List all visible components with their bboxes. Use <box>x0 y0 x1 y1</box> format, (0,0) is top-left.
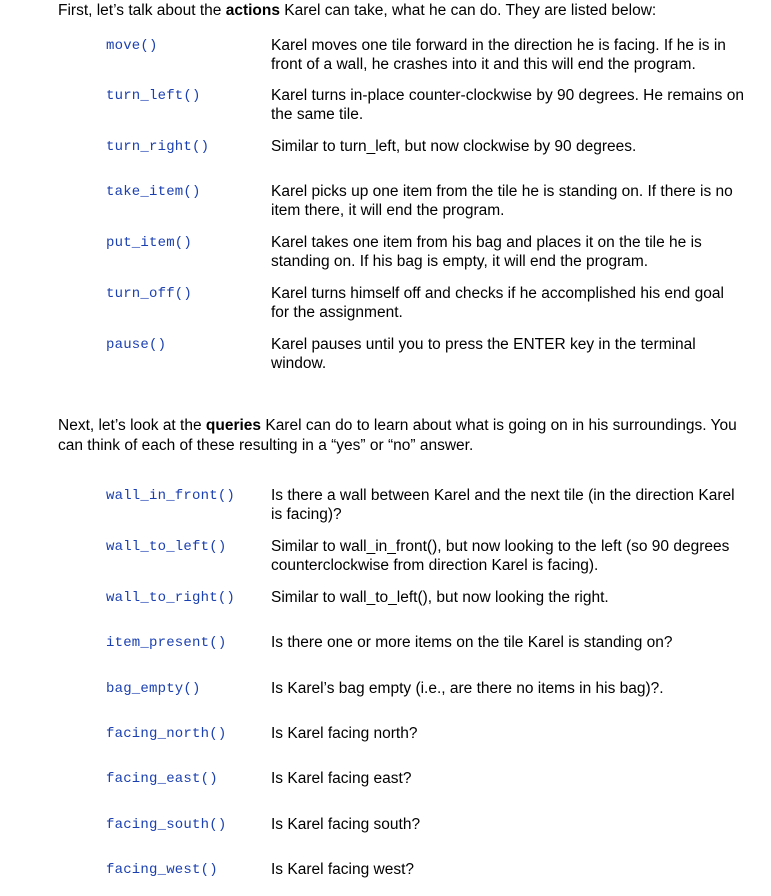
actions-intro-after: Karel can take, what he can do. They are listed below: <box>279 2 657 19</box>
query-desc-bag-empty: Is Karel’s bag empty (i.e., are there no items in his bag)?. <box>271 680 664 697</box>
action-code-turn-right: turn_right() <box>106 139 210 155</box>
actions-intro-bold: actions <box>225 2 280 19</box>
query-code-wall-to-left: wall_to_left() <box>106 539 227 555</box>
action-code-put-item: put_item() <box>106 235 193 251</box>
query-desc-wall-in-front: Is there a wall between Karel and the next tile (in the direction Karel is facing)? <box>271 487 735 523</box>
query-desc-item-present: Is there one or more items on the tile Karel is standing on? <box>271 634 673 651</box>
queries-intro-before: Next, let’s look at the <box>58 417 206 434</box>
actions-intro <box>58 1 748 21</box>
query-code-facing-east: facing_east() <box>106 771 218 787</box>
actions-intro-before: First, let’s talk about the <box>58 2 226 19</box>
query-code-wall-to-right: wall_to_right() <box>106 590 236 606</box>
query-desc-facing-west: Is Karel facing west? <box>271 861 415 878</box>
query-code-facing-west: facing_west() <box>106 862 218 878</box>
query-desc-facing-north: Is Karel facing north? <box>271 725 418 742</box>
action-code-move: move() <box>106 38 158 54</box>
query-desc-facing-south: Is Karel facing south? <box>271 816 421 833</box>
query-code-wall-in-front: wall_in_front() <box>106 488 236 504</box>
action-desc-put-item: Karel takes one item from his bag and places it on the tile he is standing on. If his bag is empty, it will end the program. <box>271 234 702 270</box>
action-code-pause: pause() <box>106 337 167 353</box>
queries-intro-bold: queries <box>205 417 262 434</box>
action-code-turn-off: turn_off() <box>106 286 193 302</box>
action-code-take-item: take_item() <box>106 184 201 200</box>
query-code-facing-south: facing_south() <box>106 817 227 833</box>
action-desc-turn-left: Karel turns in-place counter-clockwise by 90 degrees. He remains on the same tile. <box>271 87 744 123</box>
action-desc-turn-off: Karel turns himself off and checks if he accomplished his end goal for the assignment. <box>271 285 724 321</box>
action-desc-take-item: Karel picks up one item from the tile he is standing on. If there is no item there, it will end the program. <box>271 183 733 219</box>
query-desc-wall-to-left: Similar to wall_in_front(), but now looking to the left (so 90 degrees counterclockwise from direction Karel is facing). <box>271 538 730 574</box>
action-desc-turn-right: Similar to turn_left, but now clockwise by 90 degrees. <box>271 138 637 155</box>
query-code-bag-empty: bag_empty() <box>106 681 201 697</box>
action-desc-move: Karel moves one tile forward in the direction he is facing. If he is in front of a wall, he crashes into it and this will end the program. <box>271 37 726 73</box>
action-desc-pause: Karel pauses until you to press the ENTER key in the terminal window. <box>271 336 696 372</box>
query-code-facing-north: facing_north() <box>106 726 227 742</box>
query-desc-wall-to-right: Similar to wall_to_left(), but now looking the right. <box>271 589 609 606</box>
queries-intro <box>58 416 748 456</box>
action-code-turn-left: turn_left() <box>106 88 201 104</box>
queries-intro-after: Karel can do to learn about what is going on in his surroundings. You can think of each of these resulting in a “yes” or “no” answer. <box>58 417 737 454</box>
query-desc-facing-east: Is Karel facing east? <box>271 770 412 787</box>
query-code-item-present: item_present() <box>106 635 227 651</box>
